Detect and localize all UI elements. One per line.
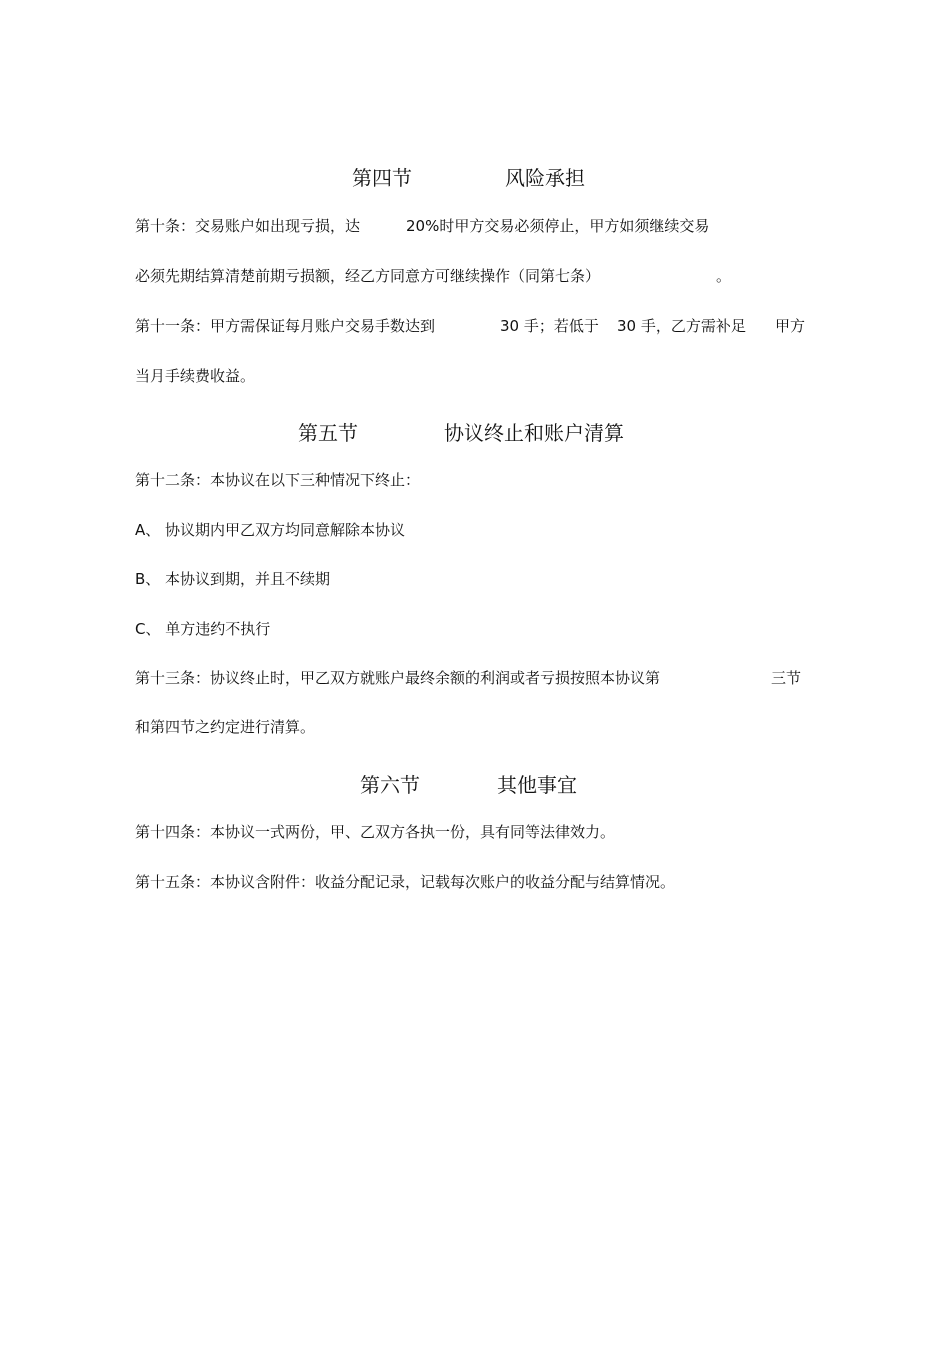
article-14: 第十四条：本协议一式两份，甲、乙双方各执一份，具有同等法律效力。 xyxy=(135,823,616,841)
article-11-line-1b: 30 手；若低于 xyxy=(500,317,599,335)
article-13-line-2: 和第四节之约定进行清算。 xyxy=(135,718,316,736)
article-12-item-a: A、 协议期内甲乙双方均同意解除本协议 xyxy=(135,521,406,539)
article-11-line-2: 当月手续费收益。 xyxy=(135,367,256,385)
article-15: 第十五条：本协议含附件：收益分配记录，记载每次账户的收益分配与结算情况。 xyxy=(135,873,676,891)
article-10-line-1b: 20%时甲方交易必须停止，甲方如须继续交易 xyxy=(406,217,710,235)
article-11-line-1d: 甲方 xyxy=(775,317,806,335)
section-6-number: 第六节 xyxy=(360,773,420,797)
article-12-item-b: B、 本协议到期，并且不续期 xyxy=(135,570,331,588)
article-12-intro: 第十二条：本协议在以下三种情况下终止： xyxy=(135,471,421,489)
section-4-number: 第四节 xyxy=(352,166,412,190)
section-5-title: 协议终止和账户清算 xyxy=(444,421,624,445)
article-13-line-1b: 三节 xyxy=(771,669,802,687)
article-13-line-1a: 第十三条：协议终止时，甲乙双方就账户最终余额的利润或者亏损按照本协议第 xyxy=(135,669,661,687)
article-12-item-c: C、 单方违约不执行 xyxy=(135,620,271,638)
section-6-title: 其他事宜 xyxy=(497,773,577,797)
article-10-line-1a: 第十条：交易账户如出现亏损，达 xyxy=(135,217,361,235)
section-5-number: 第五节 xyxy=(298,421,358,445)
section-4-title: 风险承担 xyxy=(505,166,585,190)
article-11-line-1a: 第十一条：甲方需保证每月账户交易手数达到 xyxy=(135,317,436,335)
article-11-line-1c: 30 手，乙方需补足 xyxy=(617,317,746,335)
article-10-line-2-end: 。 xyxy=(716,267,732,285)
article-10-line-2: 必须先期结算清楚前期亏损额，经乙方同意方可继续操作（同第七条） xyxy=(135,267,601,285)
